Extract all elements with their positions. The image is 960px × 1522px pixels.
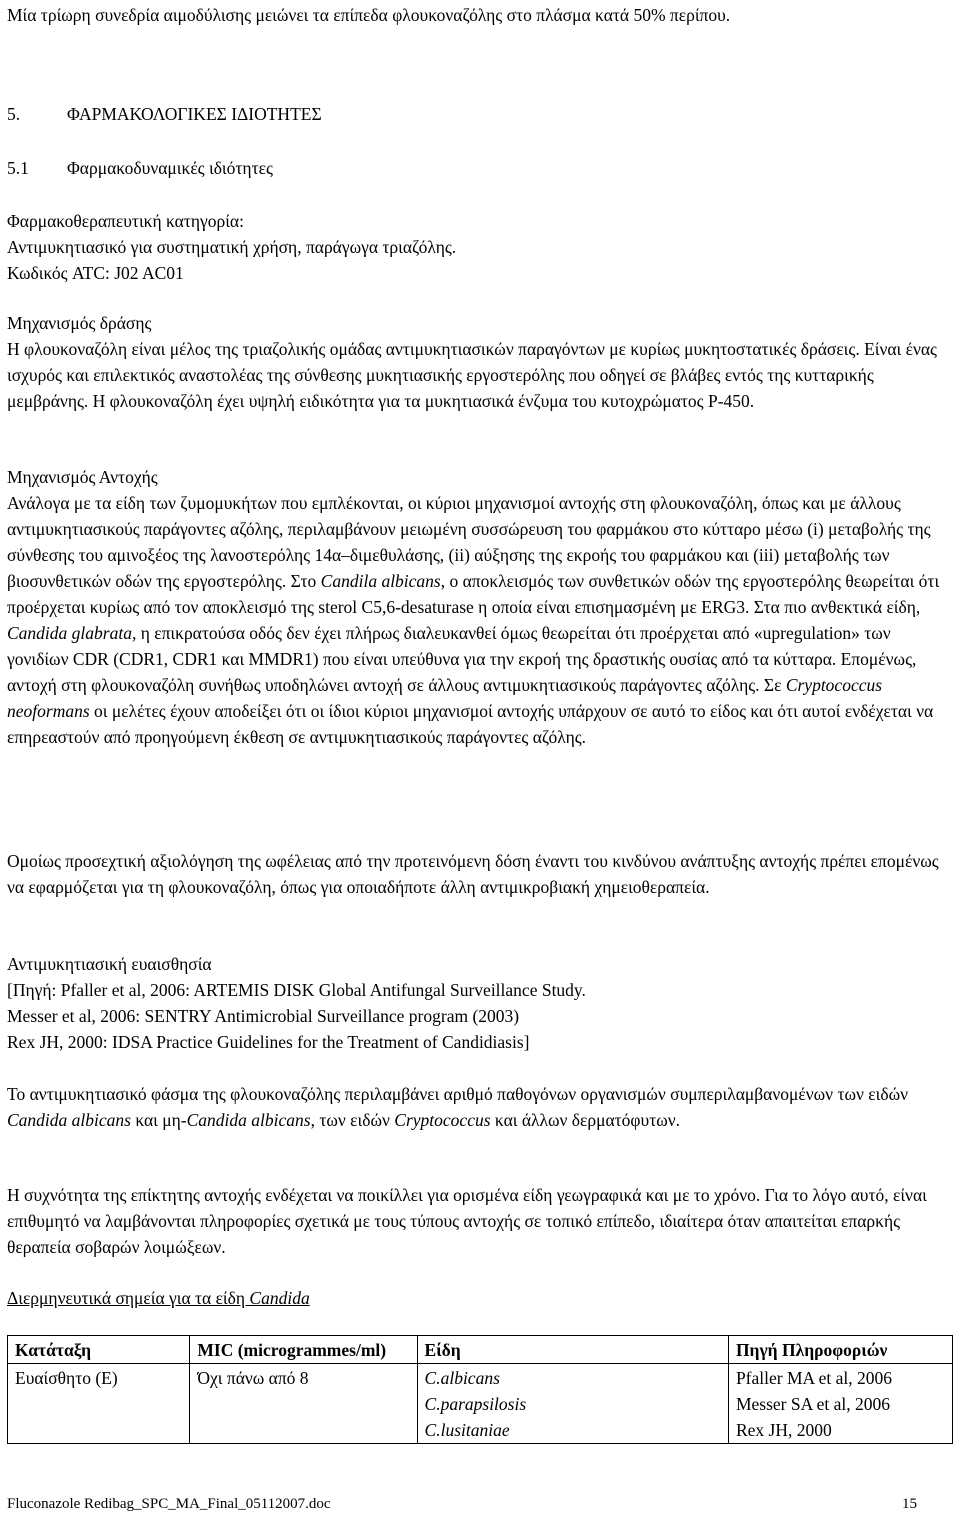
source-line: Messer et al, 2006: SENTRY Antimicrobial Surveillance program (2003): [7, 1006, 520, 1026]
species-name: C.lusitaniae: [424, 1420, 510, 1440]
footer-filename: Fluconazole Redibag_SPC_MA_Final_05112007.doc: [7, 1496, 331, 1512]
species-name: C.parapsilosis: [424, 1394, 527, 1414]
evaluation-paragraph: Ομοίως προσεχτική αξιολόγηση της ωφέλειας από την προτεινόμενη δόση έναντι του κινδύνου ανάπτυξης αντοχής πρέπει επομένως να εφαρμόζεται για τη φλουκοναζόλη, όπως για οποιαδήποτε άλλη αντιμικροβιακή χημειοθεραπεία.: [7, 851, 939, 897]
text-run: , ο αποκλεισμός των συνθετικών οδών της εργοστερόλης θεωρείται ότι προέρχεται κυρίως από τον αποκλεισμό της sterol C5,6-desaturase η οποία είναι επισημασμένη με ERG3. Στα πιο ανθεκτικά είδη,: [7, 571, 940, 617]
susceptibility-heading: Αντιμυκητιασική ευαισθησία: [7, 954, 212, 974]
intro-paragraph: Μία τρίωρη συνεδρία αιμοδύλισης μειώνει τα επίπεδα φλουκοναζόλης στο πλάσμα κατά 50% περίπου.: [7, 5, 731, 25]
subsection-number: 5.1: [7, 158, 29, 178]
susceptibility-block: [7, 951, 947, 1055]
breakpoints-heading: [7, 1285, 310, 1311]
text-run: , των ειδών: [310, 1110, 395, 1130]
mechanism-action-heading: Μηχανισμός δράσης: [7, 313, 152, 333]
category-block: [7, 208, 947, 286]
page-footer: [7, 1494, 917, 1514]
text-run: Ανάλογα με τα είδη των ζυμομυκήτων που εμπλέκονται, οι κύριοι μηχανισμοί αντοχής στη φλουκοναζόλη, όπως και με άλλους αντιμυκητιασικούς παράγοντες αζόλης, περιλαμβάνουν μειωμένη συσσώρευση του φαρμάκου στο κύτταρο μέσω (i) μεταβολής της σύνθεσης του αμινοξέος της λανοστερόλης 14α–διμεθυλάσης, (ii) αύξησης της εκροής του φαρμάκου και (iii) μεταβολής των βιοσυνθετικών οδών της εργοστερόλης. Στο: [7, 493, 931, 591]
page-number: 15: [902, 1496, 917, 1512]
source-ref: Rex JH, 2000: [735, 1420, 832, 1440]
source-line: [Πηγή: Pfaller et al, 2006: ARTEMIS DISK Global Antifungal Surveillance Study.: [7, 980, 586, 1000]
breakpoints-table: [7, 1335, 953, 1444]
table-header-cell: Κατάταξη: [8, 1336, 190, 1364]
section-number: 5.: [7, 104, 21, 124]
mechanism-resistance-text: [7, 490, 947, 750]
mechanism-resistance-heading: Μηχανισμός Αντοχής: [7, 467, 158, 487]
table-cell: [728, 1364, 952, 1444]
source-line: Rex JH, 2000: IDSA Practice Guidelines for the Treatment of Candidiasis]: [7, 1032, 530, 1052]
text-run: και άλλων δερματόφυτων.: [490, 1110, 681, 1130]
text-run: Διερμηνευτικά σημεία για τα είδη: [7, 1288, 250, 1308]
species-name: Candila albicans: [320, 571, 441, 591]
species-name: Candida: [249, 1288, 310, 1308]
spectrum-paragraph: [7, 1081, 947, 1133]
table-row: [8, 1364, 953, 1444]
mechanism-action-text: Η φλουκοναζόλη είναι μέλος της τριαζολικής ομάδας αντιμυκητιασικών παραγόντων με κυρίως μυκητοστατικές δράσεις. Είναι ένας ισχυρός και επιλεκτικός αναστολέας της σύνθεσης μυκητιασικής εργοστερόλης που οδηγεί σε βλάβες εντός της κυτταρικής μεμβράνης. Η φλουκοναζόλη έχει υψηλή ειδικότητα για τα μυκητιασικά ένζυμα του κυτοχρώματος P-450.: [7, 339, 937, 411]
species-name: Candida glabrata,: [7, 623, 137, 643]
atc-code: Κωδικός ATC: J02 AC01: [7, 263, 184, 283]
source-ref: Messer SA et al, 2006: [735, 1394, 891, 1414]
mechanism-action-block: [7, 310, 947, 414]
mechanism-resistance-block: [7, 464, 947, 750]
species-name: Candida albicans: [186, 1110, 311, 1130]
section-heading: [7, 101, 322, 127]
resistance-frequency-paragraph: Η συχνότητα της επίκτητης αντοχής ενδέχεται να ποικίλλει για ορισμένα είδη γεωγραφικά και με το χρόνο. Για το λόγο αυτό, είναι επιθυμητό να λαμβάνονται πληροφορίες σχετικά με τους τύπους αντοχής σε τοπικό επίπεδο, ιδιαίτερα όταν απαιτείται επαρκής θεραπεία σοβαρών λοιμώξεων.: [7, 1185, 927, 1257]
text-run: Το αντιμυκητιασικό φάσμα της φλουκοναζόλης περιλαμβάνει αριθμό παθογόνων οργανισμών συμπεριλαμβανομένων των ειδών: [7, 1084, 909, 1104]
section-title: ΦΑΡΜΑΚΟΛΟΓΙΚΕΣ ΙΔΙΟΤΗΤΕΣ: [67, 104, 322, 124]
text-run: και μη-: [130, 1110, 187, 1130]
table-cell: Ευαίσθητο (Ε): [8, 1364, 190, 1444]
table-header-cell: Πηγή Πληροφοριών: [728, 1336, 952, 1364]
table-cell: Όχι πάνω από 8: [190, 1364, 417, 1444]
category-heading: Φαρμακοθεραπευτική κατηγορία:: [7, 211, 244, 231]
species-name: Cryptococcus: [394, 1110, 491, 1130]
species-name: Cryptococcus neoformans: [7, 675, 883, 721]
table-header-cell: Είδη: [417, 1336, 728, 1364]
text-run: οι μελέτες έχουν αποδείξει ότι οι ίδιοι κύριοι μηχανισμοί αντοχής υπάρχουν σε αυτό το είδος και ότι αυτοί ενδέχεται να επηρεαστούν από προηγούμενη έκθεση σε αντιμυκητιασικούς παράγοντες αζόλης.: [7, 701, 934, 747]
table-header-cell: MIC (microgrammes/ml): [190, 1336, 417, 1364]
species-name: C.albicans: [424, 1368, 500, 1388]
source-ref: Pfaller MA et al, 2006: [735, 1368, 892, 1388]
species-name: Candida albicans: [7, 1110, 131, 1130]
subsection-heading: [7, 155, 273, 181]
subsection-title: Φαρμακοδυναμικές ιδιότητες: [67, 158, 273, 178]
text-run: η επικρατούσα οδός δεν έχει πλήρως διαλευκανθεί όμως θεωρείται ότι προέρχεται από «upregulation» των γονιδίων CDR (CDR1, CDR1 και MMDR1) που είναι υπεύθυνα για την εκροή της δραστικής ουσίας από τα κύτταρα. Επομένως, αντοχή στη φλουκοναζόλη συνήθως υποδηλώνει αντοχή σε άλλους αντιμυκητιασικούς παράγοντες αζόλης. Σε: [7, 623, 917, 695]
table-cell: [417, 1364, 728, 1444]
table-header-row: [8, 1336, 953, 1364]
category-line: Αντιμυκητιασικό για συστηματική χρήση, παράγωγα τριαζόλης.: [7, 237, 457, 257]
